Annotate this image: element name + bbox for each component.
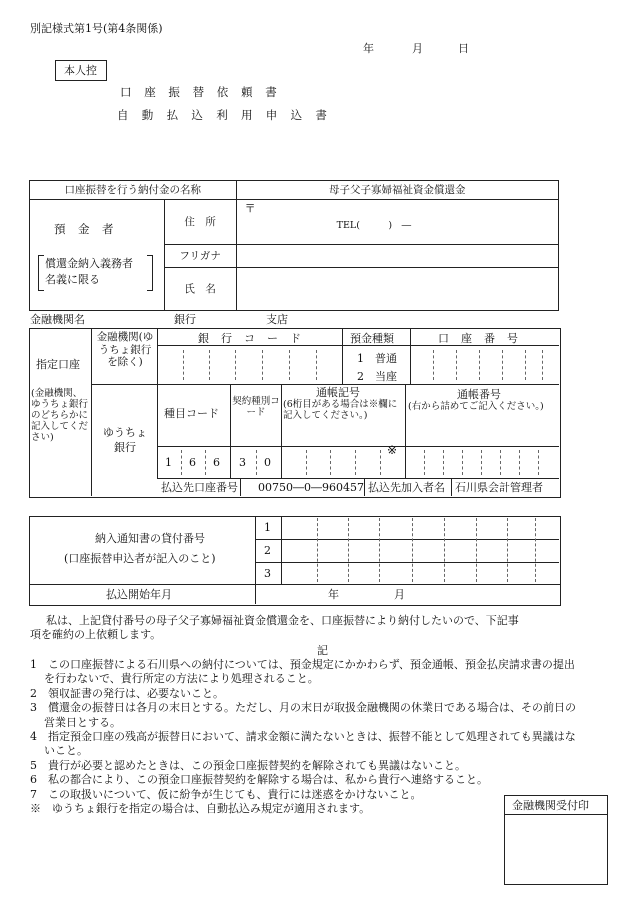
furigana-label: フリガナ <box>164 245 236 268</box>
term-item-3: 3 償還金の振替日は各月の末日とする。ただし、月の末日が取扱金融機関の休業日である場合は、その前日の営業日とする。 <box>30 701 576 729</box>
term-item-1: 1 この口座振替による石川県への納付については、預金規定にかかわらず、預金通帳、預金払戻請求書の提出を行わないで、貴行所定の方法により処理されること。 <box>30 658 575 686</box>
payment-name-value: 母子父子寡婦福祉資金償還金 <box>236 181 558 200</box>
name-field[interactable] <box>236 268 558 311</box>
payment-name-label: 口座振替を行う納付金の名称 <box>30 181 237 200</box>
bank-suffix: 銀行 <box>174 313 196 326</box>
passbook-number-note: (右から詰めてご記入ください。) <box>408 401 544 412</box>
kind-code-digit-2: 6 <box>189 456 196 469</box>
contract-code-label: 契約種別コード <box>232 396 280 418</box>
designated-note: (金融機関、ゆうちょ銀行のどちらかに記入してください) <box>31 388 89 443</box>
date-month: 月 <box>412 42 423 55</box>
designated-label: 指定口座 <box>36 358 80 371</box>
title-auto-payment: 自 動 払 込 利 用 申 込 書 <box>117 108 328 122</box>
term-item-7: 7 この取扱いについて、仮に紛争が生じても、貴行には迷惑をかけないこと。 <box>30 787 422 801</box>
account-number-label: 口 座 番 号 <box>438 332 519 345</box>
asterisk-mark: ※ <box>387 443 398 457</box>
yucho-label: ゆうちょ銀行 <box>103 426 147 454</box>
copy-label: 本人控 <box>64 64 97 77</box>
date-year: 年 <box>363 42 374 55</box>
holder-note-2: 名義に限る <box>45 273 100 286</box>
date-day: 日 <box>458 42 469 55</box>
kind-code-digit-1: 1 <box>165 456 172 469</box>
loan-row-2: 2 <box>264 544 271 557</box>
loan-label: 納入通知書の貸付番号 <box>95 532 205 545</box>
term-item-4: 4 指定預金口座の残高が振替日において、請求金額に満たないときは、振替不能として処理されても異議はないこと。 <box>30 730 576 758</box>
transfer-account-label: 払込先口座番号 <box>161 481 238 494</box>
term-item-5: 5 貴行が必要と認めたときは、この預金口座振替契約を解除されても異議はないこと。 <box>30 758 466 772</box>
transfer-account-value: 00750―0―960457 <box>258 481 364 494</box>
term-note: ※ ゆうちょ銀行を指定の場合は、自動払込み規定が適用されます。 <box>30 802 371 816</box>
kind-code-digit-3: 6 <box>213 456 220 469</box>
bank-code-label: 銀 行 コ ー ド <box>198 332 302 345</box>
loan-sub-label: (口座振替申込者が記入のこと) <box>64 552 216 565</box>
deposit-type-ordinary[interactable]: 1 普通 <box>357 352 397 365</box>
terms-ki: 記 <box>317 644 328 657</box>
passbook-symbol-label: 通帳記号 <box>316 386 360 399</box>
institution-label: 金融機関名 <box>30 313 85 326</box>
address-field[interactable] <box>236 200 558 245</box>
depositor-label: 預 金 者 <box>54 222 114 236</box>
holder-note-1: 償還金納入義務者 <box>45 257 133 270</box>
term-item-2: 2 領収証書の発行は、必要ないこと。 <box>30 686 224 700</box>
form-id: 別記様式第1号(第4条関係) <box>30 22 163 35</box>
transfer-holder-label: 払込先加入者名 <box>368 481 445 494</box>
deposit-type-label: 預金種類 <box>350 332 394 345</box>
start-month: 月 <box>394 588 405 601</box>
terms-intro-2: 項を確約の上依頼します。 <box>30 628 162 641</box>
bracket-right <box>147 255 153 291</box>
depositor-cell <box>30 200 165 311</box>
term-item-6: 6 私の都合により、この預金口座振替契約を解除する場合は、私から貴行へ連絡すること。 <box>30 773 488 787</box>
applicant-table <box>29 180 559 311</box>
postal-mark: 〒 <box>244 202 256 215</box>
passbook-symbol-note: (6桁目がある場合は※欄に記入してください。) <box>283 399 398 421</box>
furigana-field[interactable] <box>236 245 558 268</box>
start-month-label: 払込開始年月 <box>106 588 172 601</box>
title-transfer-request: 口 座 振 替 依 頼 書 <box>120 85 278 99</box>
transfer-holder-value: 石川県会計管理者 <box>455 481 543 494</box>
branch-suffix: 支店 <box>266 313 288 326</box>
financial-label: 金融機関(ゆうちょ銀行を除く) <box>96 331 154 368</box>
contract-code-digit-1: 3 <box>239 456 246 469</box>
terms-list <box>30 658 598 816</box>
reception-stamp-label: 金融機関受付印 <box>512 799 589 812</box>
passbook-number-label: 通帳番号 <box>457 388 501 401</box>
start-year: 年 <box>328 588 339 601</box>
contract-code-digit-2: 0 <box>264 456 271 469</box>
copy-label-box <box>55 60 107 81</box>
bracket-left <box>38 255 44 291</box>
tel-field[interactable]: TEL( ) ― <box>336 220 412 231</box>
loan-row-3: 3 <box>264 567 271 580</box>
terms-intro-1: 私は、上記貸付番号の母子父子寡婦福祉資金償還金を、口座振替により納付したいので、下記事 <box>46 614 519 627</box>
name-label: 氏 名 <box>164 268 236 311</box>
loan-row-1: 1 <box>264 521 271 534</box>
deposit-type-current[interactable]: 2 当座 <box>357 370 397 383</box>
kind-code-label: 種目コード <box>164 407 219 420</box>
address-label: 住 所 <box>164 200 236 245</box>
